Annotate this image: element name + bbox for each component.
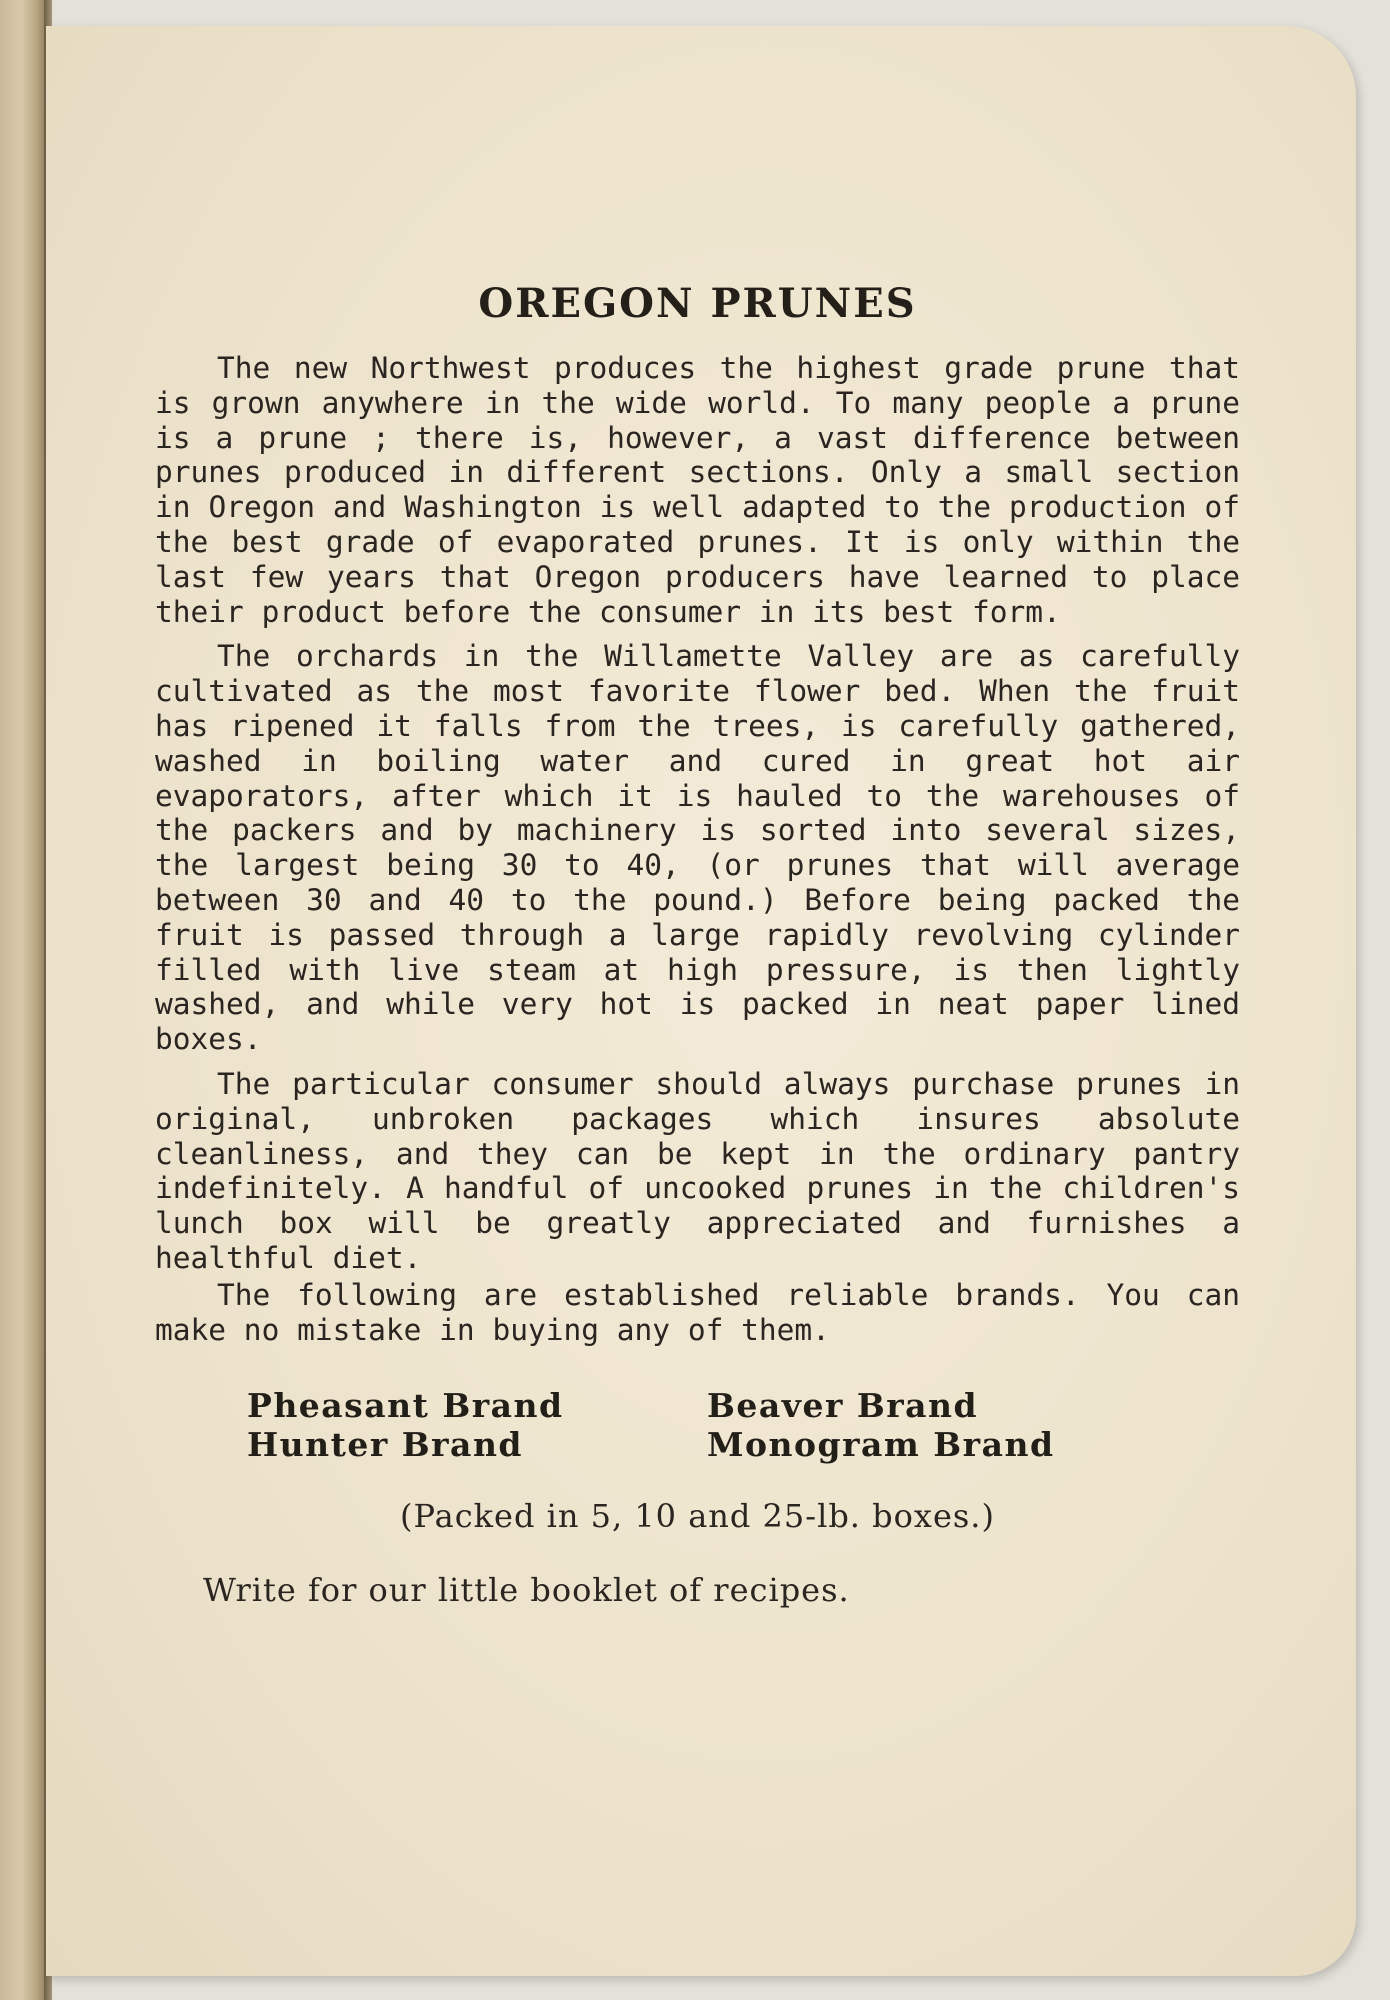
brand-item: Hunter Brand	[247, 1425, 524, 1465]
booklet-spine	[0, 0, 48, 2000]
brand-list	[247, 1387, 1240, 1463]
brand-item: Pheasant Brand	[247, 1386, 564, 1426]
closing-line: Write for our little booklet of recipes.	[203, 1571, 850, 1610]
page-content	[155, 250, 1240, 1609]
page-title: OREGON PRUNES	[478, 280, 917, 327]
packing-note: (Packed in 5, 10 and 25-lb. boxes.)	[400, 1497, 995, 1536]
brand-item: Monogram Brand	[707, 1425, 1055, 1465]
paragraph-consumer: The particular consumer should always purchase prunes in original, unbroken packages which insures absolute cleanliness, and they can be kept in the ordinary pantry indefinitely. A handful of uncooked prunes in the children's lunch box will be greatly appreciated and furnishes a healthful diet.	[155, 1066, 1240, 1275]
paragraph-intro: The new Northwest produces the highest grade prune that is grown anywhere in the wide world. To many people a prune is a prune ; there is, however, a vast difference between prunes produced in different sections. Only a small section in Oregon and Washington is well adapted to the production of the best grade of evaporated prunes. It is only within the last few years that Oregon producers have learned to place their product before the consumer in its best form.	[155, 351, 1240, 629]
paragraph-brands-intro: The following are established reliable brands. You can make no mistake in buying any of them.	[155, 1277, 1240, 1347]
paragraph-orchards: The orchards in the Willamette Valley are as carefully cultivated as the most favorite flower bed. When the fruit has ripened it falls from the trees, is carefully gathered, washed in boiling water and cured in great hot air evaporators, after which it is hauled to the warehouses of the packers and by machinery is sorted into several sizes, the largest being 30 to 40, (or prunes that will average between 30 and 40 to the pound.) Before being packed the fruit is passed through a large rapidly revolving cylinder filled with live steam at high pressure, is then lightly washed, and while very hot is packed in neat paper lined boxes.	[155, 639, 1240, 1057]
brand-item: Beaver Brand	[707, 1386, 979, 1426]
